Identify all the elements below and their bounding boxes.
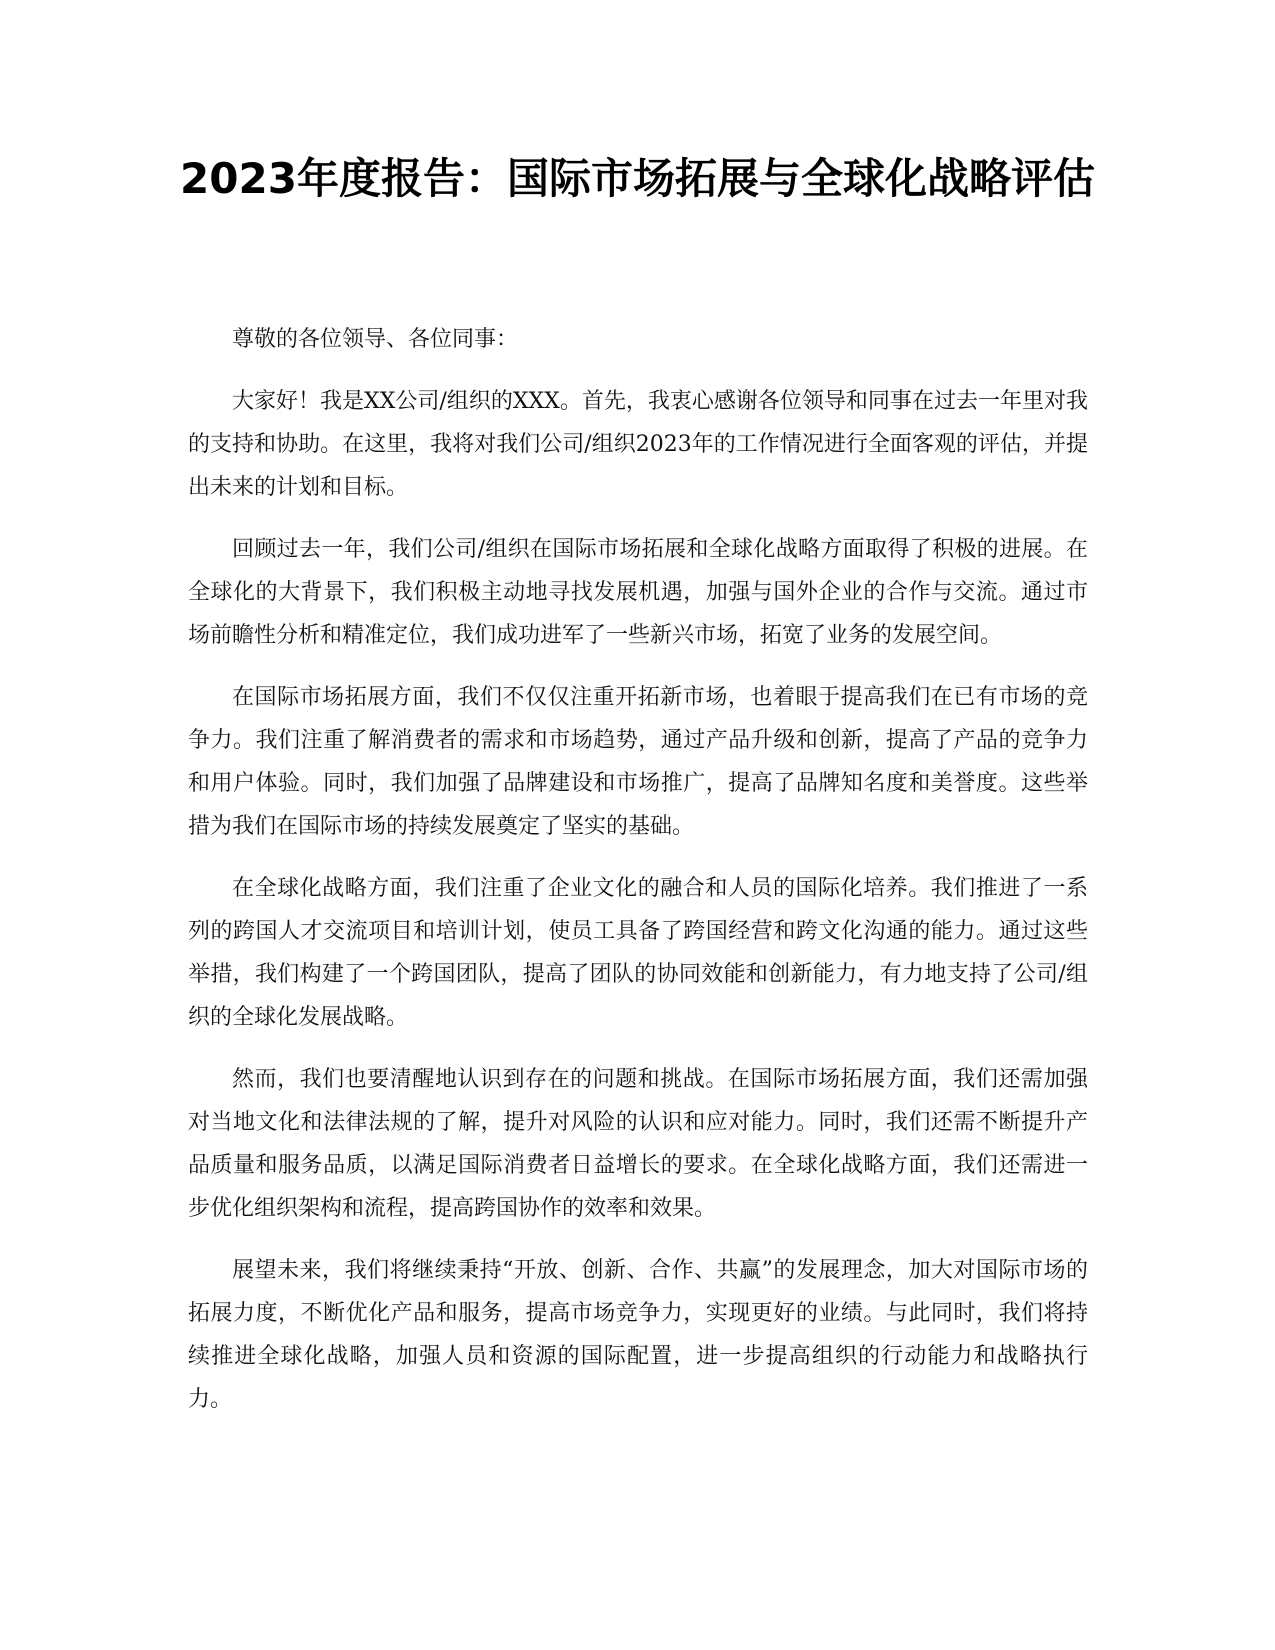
paragraph-intro: 大家好！我是XX公司/组织的XXX。首先，我衷心感谢各位领导和同事在过去一年里对我的支持和协助。在这里，我将对我们公司/组织2023年的工作情况进行全面客观的评估，并提出未来的计划和目标。 xyxy=(188,389,1088,500)
greeting: 尊敬的各位领导、各位同事： xyxy=(232,327,519,352)
paragraph-challenges: 然而，我们也要清醒地认识到存在的问题和挑战。在国际市场拓展方面，我们还需加强对当地文化和法律法规的了解，提升对风险的认识和应对能力。同时，我们还需不断提升产品质量和服务品质，以满足国际消费者日益增长的要求。在全球化战略方面，我们还需进一步优化组织架构和流程，提高跨国协作的效率和效果。 xyxy=(188,1067,1088,1221)
paragraph-review: 回顾过去一年，我们公司/组织在国际市场拓展和全球化战略方面取得了积极的进展。在全球化的大背景下，我们积极主动地寻找发展机遇，加强与国外企业的合作与交流。通过市场前瞻性分析和精准定位，我们成功进军了一些新兴市场，拓宽了业务的发展空间。 xyxy=(188,537,1088,648)
paragraph-globalization: 在全球化战略方面，我们注重了企业文化的融合和人员的国际化培养。我们推进了一系列的跨国人才交流项目和培训计划，使员工具备了跨国经营和跨文化沟通的能力。通过这些举措，我们构建了一个跨国团队，提高了团队的协同效能和创新能力，有力地支持了公司/组织的全球化发展战略。 xyxy=(188,876,1088,1030)
paragraph-market-expansion: 在国际市场拓展方面，我们不仅仅注重开拓新市场，也着眼于提高我们在已有市场的竞争力。我们注重了解消费者的需求和市场趋势，通过产品升级和创新，提高了产品的竞争力和用户体验。同时，我们加强了品牌建设和市场推广，提高了品牌知名度和美誉度。这些举措为我们在国际市场的持续发展奠定了坚实的基础。 xyxy=(188,685,1088,839)
document-body xyxy=(188,318,1088,1440)
document-title: 2023年度报告：国际市场拓展与全球化战略评估 xyxy=(180,154,1095,203)
paragraph-outlook: 展望未来，我们将继续秉持“开放、创新、合作、共赢”的发展理念，加大对国际市场的拓展力度，不断优化产品和服务，提高市场竞争力，实现更好的业绩。与此同时，我们将持续推进全球化战略，加强人员和资源的国际配置，进一步提高组织的行动能力和战略执行力。 xyxy=(188,1258,1088,1412)
